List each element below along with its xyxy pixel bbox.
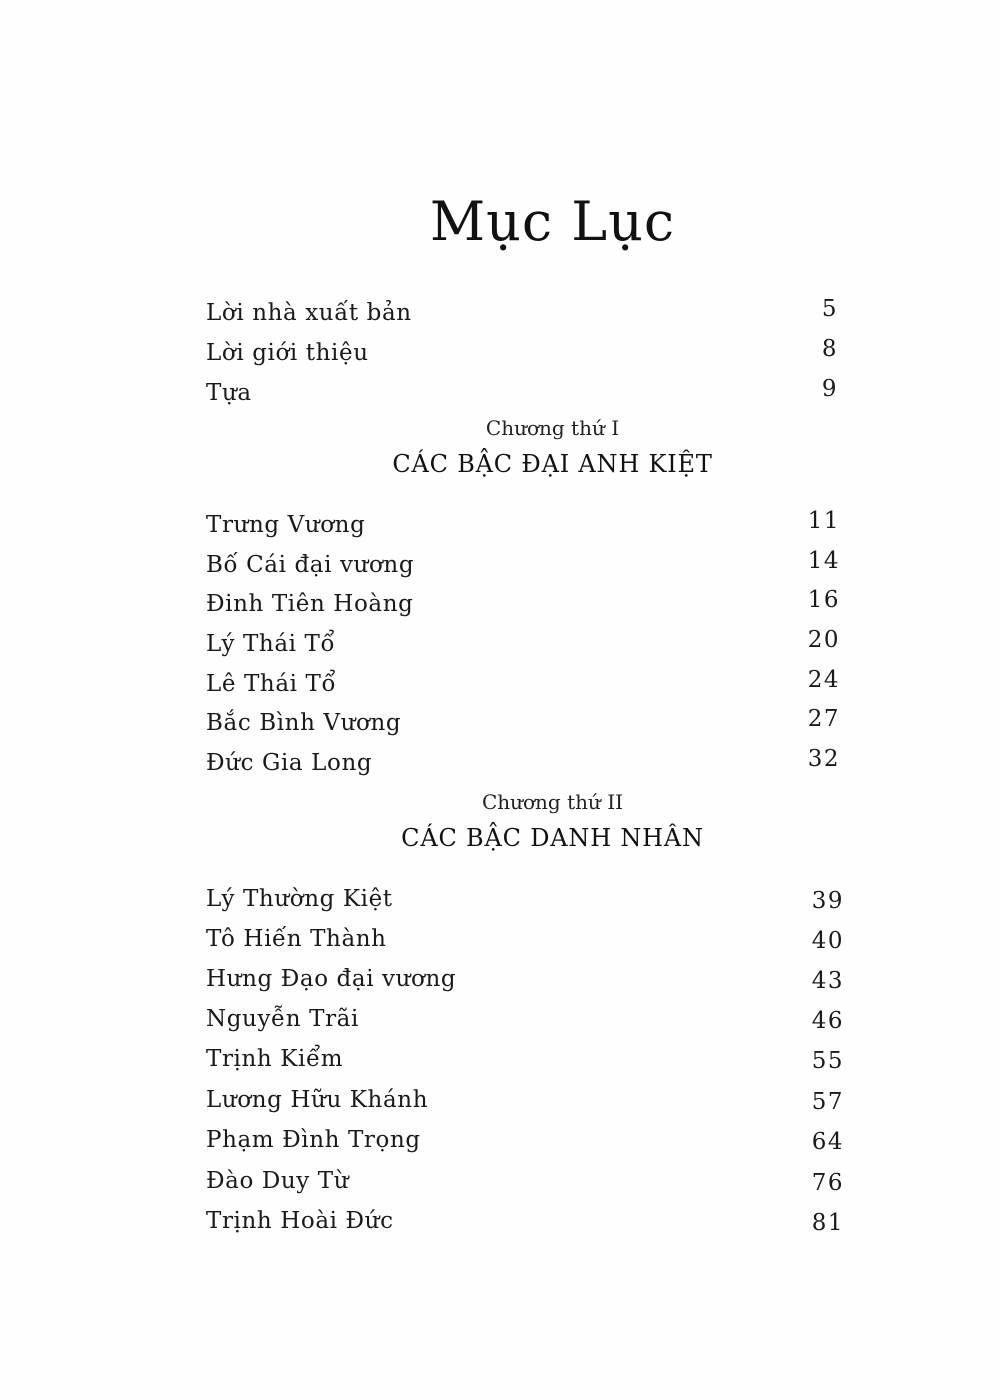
toc-entry-page: 81 — [811, 1210, 844, 1236]
toc-entry — [206, 1208, 846, 1248]
toc-entry-label: Trịnh Hoài Đức — [206, 1208, 394, 1234]
toc-entry — [206, 1087, 846, 1127]
toc-entry-label: Bắc Bình Vương — [206, 710, 402, 736]
toc-entry-label: Đinh Tiên Hoàng — [206, 591, 414, 617]
toc-entry — [206, 548, 846, 592]
toc-entry-label: Trịnh Kiểm — [206, 1046, 344, 1072]
toc-entry-page: 39 — [811, 888, 844, 914]
toc-entry-page: 43 — [811, 968, 844, 994]
chapter-1-label: Chương thứ I — [485, 416, 620, 440]
toc-entry — [206, 706, 846, 750]
page-title: Mục Lục — [429, 190, 676, 253]
toc-entry-page: 24 — [807, 667, 840, 693]
toc-entry — [206, 587, 846, 631]
toc-entry-label: Lời giới thiệu — [206, 340, 369, 366]
toc-entry-label: Lương Hữu Khánh — [206, 1087, 429, 1113]
toc-entry-page: 64 — [811, 1129, 844, 1155]
toc-entry — [206, 1006, 846, 1046]
toc-entry-page: 20 — [807, 627, 840, 653]
toc-entry — [206, 966, 846, 1006]
toc-entry-page: 16 — [807, 587, 840, 613]
toc-entry — [206, 926, 846, 966]
toc-entry-page: 40 — [811, 928, 844, 954]
toc-entry-label: Nguyễn Trãi — [206, 1006, 359, 1032]
toc-entry-label: Lý Thái Tổ — [206, 631, 336, 657]
toc-entry — [206, 508, 846, 552]
toc-entry — [206, 1168, 846, 1208]
toc-entry — [206, 1046, 846, 1086]
toc-entry — [206, 667, 846, 711]
toc-entry-label: Trưng Vương — [206, 512, 366, 538]
toc-entry-label: Lê Thái Tổ — [206, 671, 337, 697]
toc-entry-page: 14 — [807, 548, 840, 574]
toc-entry — [206, 296, 846, 340]
toc-entry-page: 55 — [811, 1048, 844, 1074]
toc-entry-label: Lời nhà xuất bản — [206, 300, 412, 326]
toc-entry-label: Lý Thường Kiệt — [206, 886, 393, 912]
toc-entry — [206, 376, 846, 420]
toc-entry — [206, 1127, 846, 1167]
toc-entry-page: 9 — [821, 376, 838, 402]
toc-entry-label: Đào Duy Từ — [206, 1168, 350, 1194]
toc-entry-page: 5 — [821, 296, 838, 322]
chapter-2-label: Chương thứ II — [481, 790, 624, 814]
toc-entry-page: 27 — [807, 706, 840, 732]
toc-entry-page: 32 — [807, 746, 840, 772]
toc-entry-label: Bố Cái đại vương — [206, 552, 415, 578]
chapter-1-heading: CÁC BẬC ĐẠI ANH KIỆT — [392, 450, 713, 478]
toc-entry-label: Đức Gia Long — [206, 750, 373, 776]
toc-entry-label: Tựa — [206, 380, 252, 406]
toc-entry — [206, 746, 846, 790]
chapter-2-heading: CÁC BẬC DANH NHÂN — [401, 824, 704, 852]
toc-entry-page: 46 — [811, 1008, 844, 1034]
toc-entry-label: Hưng Đạo đại vương — [206, 966, 457, 992]
toc-entry-page: 57 — [811, 1089, 844, 1115]
toc-entry-page: 8 — [821, 336, 838, 362]
toc-entry — [206, 627, 846, 671]
toc-entry-label: Tô Hiến Thành — [206, 926, 387, 952]
toc-entry-page: 76 — [811, 1170, 844, 1196]
toc-entry — [206, 336, 846, 380]
toc-entry-page: 11 — [807, 508, 840, 534]
toc-entry — [206, 886, 846, 926]
toc-entry-label: Phạm Đình Trọng — [206, 1127, 421, 1153]
